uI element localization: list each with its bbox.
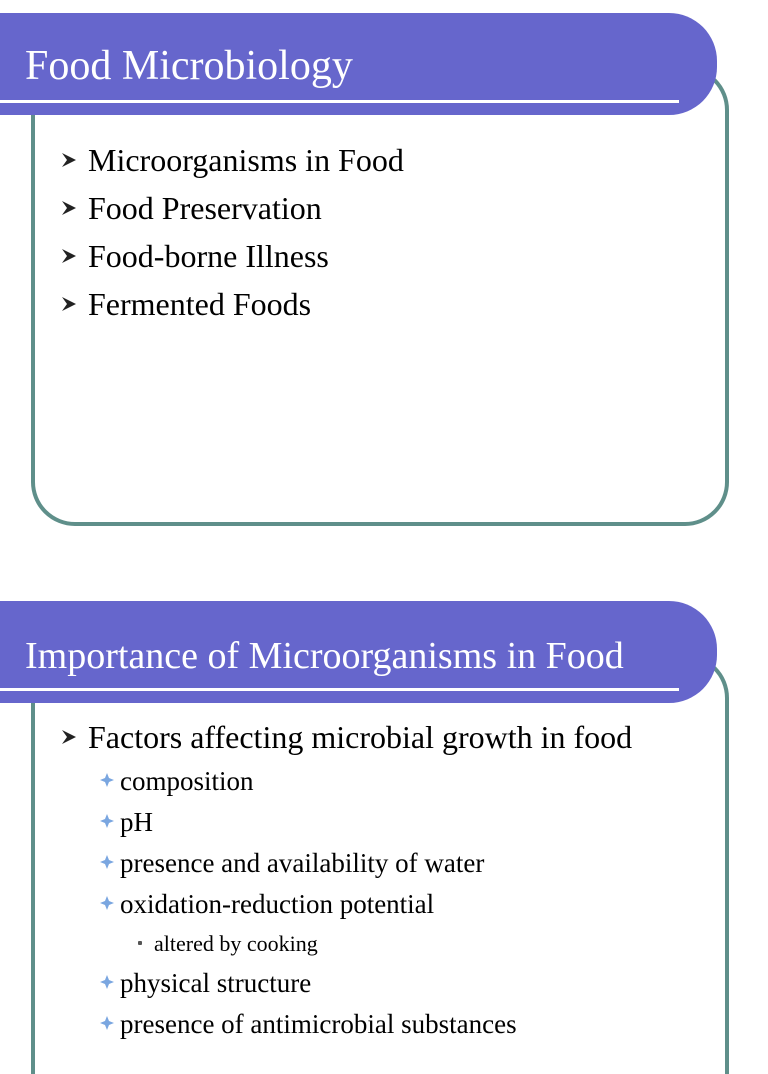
arrow-bullet-icon bbox=[60, 295, 78, 313]
list-item bbox=[60, 280, 404, 328]
bullet-text: Factors affecting microbial growth in food bbox=[88, 719, 633, 755]
list-item bbox=[60, 963, 632, 1004]
bullet-list bbox=[60, 713, 632, 1045]
bullet-text: physical structure bbox=[120, 968, 312, 998]
list-item bbox=[60, 761, 632, 802]
list-item bbox=[60, 802, 632, 843]
bullet-text: Fermented Foods bbox=[88, 286, 312, 322]
bullet-text: composition bbox=[120, 766, 254, 796]
title-underline bbox=[0, 100, 679, 103]
diamond-bullet-icon bbox=[100, 896, 114, 910]
title-bar bbox=[0, 13, 717, 115]
bullet-text: presence and availability of water bbox=[120, 848, 485, 878]
list-item bbox=[60, 136, 404, 184]
bullet-text: altered by cooking bbox=[154, 931, 318, 956]
list-item bbox=[60, 925, 632, 963]
list-item bbox=[60, 843, 632, 884]
bullet-list bbox=[60, 136, 404, 328]
bullet-text: Food Preservation bbox=[88, 190, 322, 226]
slide-title: Importance of Microorganisms in Food bbox=[25, 635, 624, 677]
bullet-text: Food-borne Illness bbox=[88, 238, 329, 274]
slide-title: Food Microbiology bbox=[25, 43, 353, 89]
arrow-bullet-icon bbox=[60, 728, 78, 746]
slide-importance-of-microorganisms bbox=[0, 588, 768, 1039]
bullet-text: Microorganisms in Food bbox=[88, 142, 404, 178]
arrow-bullet-icon bbox=[60, 151, 78, 169]
arrow-bullet-icon bbox=[60, 199, 78, 217]
diamond-bullet-icon bbox=[100, 773, 114, 787]
diamond-bullet-icon bbox=[100, 1016, 114, 1030]
list-item bbox=[60, 713, 632, 761]
diamond-bullet-icon bbox=[100, 814, 114, 828]
title-underline bbox=[0, 688, 679, 691]
dot-bullet-icon bbox=[138, 941, 142, 945]
list-item bbox=[60, 884, 632, 925]
title-bar bbox=[0, 601, 717, 703]
list-item bbox=[60, 1004, 632, 1045]
list-item bbox=[60, 184, 404, 232]
bullet-text: pH bbox=[120, 807, 153, 837]
diamond-bullet-icon bbox=[100, 975, 114, 989]
arrow-bullet-icon bbox=[60, 247, 78, 265]
diamond-bullet-icon bbox=[100, 855, 114, 869]
list-item bbox=[60, 232, 404, 280]
bullet-text: presence of antimicrobial substances bbox=[120, 1009, 517, 1039]
bullet-text: oxidation-reduction potential bbox=[120, 889, 435, 919]
